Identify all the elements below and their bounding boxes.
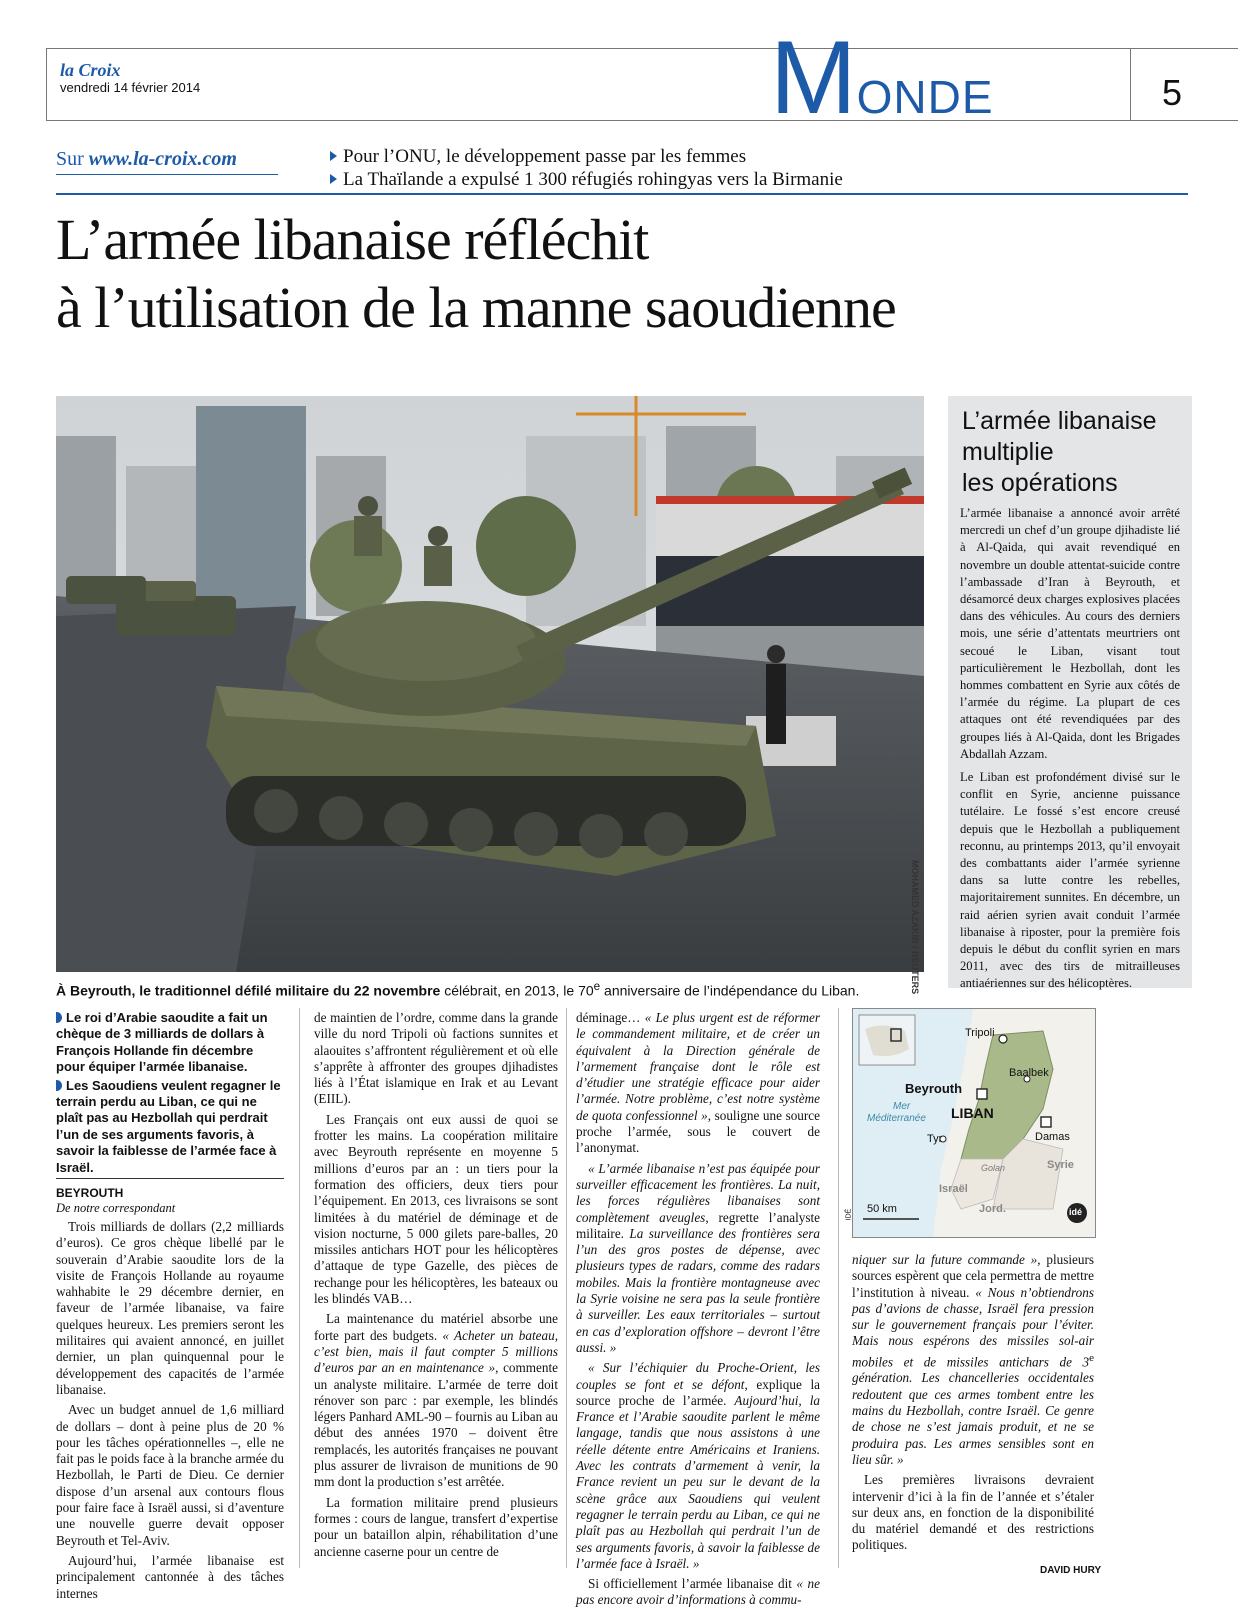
- map-label-damas: Damas: [1035, 1131, 1070, 1143]
- paragraph: Trois milliards de dollars (2,2 milliards d’euros). Ce gros chèque libellé par le souverain d’Arabie saoudite lors de la visite de François Hollande au royaume wahhabite le 29 décembre dernier, en faveur de l’armée libanaise, va faire quelques heureux. Les premiers seront les militaires qui avaient annoncé, en juillet dernier, un plan quinquennal pour le développement des capacités de l’armée libanaise.: [56, 1219, 284, 1397]
- paragraph: [576, 1161, 820, 1357]
- headline: [56, 206, 1196, 342]
- text-run: , plusieurs sources espèrent que cela permettra de mettre l’institution à niveau.: [852, 1252, 1094, 1300]
- paragraph: Les Français ont eux aussi de quoi se frotter les mains. La coopération militaire avec Beyrouth représente en moyenne 5 millions d’euros par an : un tiers pour la formation des officiers, deux tiers pour l’équipement. En 2013, ces livraisons se sont limitées à du matériel de déminage et de vision nocturne, 5 000 gilets pare-balles, 20 missiles antichars HOT pour les hélicoptères d’attaque de type Gazelle, des pièces de rechange pour les hélicoptères, les bateaux ou les blindés VAB…: [314, 1111, 558, 1307]
- map-label-mer: Mer: [893, 1101, 911, 1112]
- sidebar-title: [962, 406, 1178, 499]
- map-label-beyrouth: Beyrouth: [905, 1081, 963, 1096]
- paragraph: de maintien de l’ordre, comme dans la grande ville du nord Tripoli où factions sunnites et alaouites s’affrontent régulièrement et où elle s’apprête à affronter des groupes djihadistes liés à l’État islamique en Irak et au Levant (EIIL).: [314, 1010, 558, 1107]
- online-prefix: Sur: [56, 148, 89, 170]
- map-badge: idé: [1069, 1207, 1083, 1217]
- paragraph: Les premières livraisons devraient intervenir d’ici à la fin de l’année et s’étaler sur deux ans, en fonction de la disponibilité du matériel demandé et des restrictions politiques.: [852, 1472, 1094, 1553]
- caption-end: anniversaire de l’indépendance du Liban.: [600, 982, 860, 999]
- map-scale-label: 50 km: [867, 1203, 897, 1215]
- quote: Aujourd’hui, la France et l’Arabie saoudite parlent le même langage, tandis que nous assistons à une réelle détente entre Américains et Iraniens. Avec les contrats d’armement à venir, la France revient un peu sur le devant de la scène grâce aux Saoudiens qui veulent regagner le terrain perdu au Liban, ce qui ne plaît pas au Hezbollah qui perdrait l’un de ses arguments favoris, à savoir la faiblesse de l’armée face à Israël. »: [576, 1392, 820, 1571]
- frame-top: [46, 48, 1238, 49]
- paragraph: [576, 1360, 820, 1572]
- quote: La surveillance des frontières sera l’un des gros postes de dépense, avec plusieurs types de radars, comme des radars mobiles. Mais la frontière montagneuse avec la Syrie voisine ne sera pas la seule frontière à surveiller. Les eaux territoriales – surtout en cas d’exploration offshore – devront l’être aussi. »: [576, 1225, 820, 1355]
- article-column-1: [56, 1219, 284, 1606]
- section-rest: ONDE: [856, 71, 994, 123]
- quote: « Nous n’obtiendrons pas d’avions de chasse, Israël fera pression sur le gouvernement français pour l’éviter. Mais nous espérons des missiles sol-air mobiles et de missiles antichars de 3: [852, 1284, 1094, 1370]
- frame-divider: [1130, 48, 1131, 120]
- quote: « Acheter un bateau, c’est bien, mais il faut compter 5 millions d’euros par an en maintenance »: [314, 1327, 558, 1376]
- quote: génération. Les chancelleries occidentales redoutent que ces armes tombent entre les mains du Hezbollah, contre Israël. Ce genre de chose ne s’est jamais produit, et ne se produira pas. Les armes sensibles sont en lieu sûr. »: [852, 1370, 1094, 1467]
- lead-bullet-icon: [56, 1012, 62, 1023]
- text-run: La maintenance du matériel absorbe une forte part des budgets.: [314, 1311, 558, 1343]
- page-number: 5: [1162, 72, 1183, 113]
- frame-bottom: [46, 120, 1238, 121]
- caption-rest: célébrait, en 2013, le 70: [440, 982, 594, 999]
- paragraph: Avec un budget annuel de 1,6 milliard de dollars – dont à peine plus de 20 % pour les tâches opérationnelles –, elle ne fait pas le poids face à la branche armée du Hezbollah, le Parti de Dieu. Ce dernier dispose d’un arsenal aux contours flous pour faire face à Israël aussi, si d’aventure une nouvelle guerre devait opposer Beyrouth et Tel-Aviv.: [56, 1402, 284, 1548]
- headline-line-2: à l’utilisation de la manne saoudienne: [56, 275, 896, 340]
- map-credit: IDÉ: [845, 1208, 853, 1221]
- article-column-3: [576, 1010, 820, 1613]
- paragraph: [576, 1576, 820, 1609]
- paragraph: [576, 1010, 820, 1157]
- header-rule: [56, 193, 1188, 195]
- brand-logo: la Croix: [60, 60, 121, 80]
- map-label-syrie: Syrie: [1047, 1159, 1074, 1171]
- article-lead: [56, 1010, 284, 1178]
- online-link-text: La Thaïlande a expulsé 1 300 réfugiés rohingyas vers la Birmanie: [343, 169, 843, 190]
- text-run: , regrette l’analyste militaire.: [576, 1209, 821, 1241]
- text-run: , explique la source proche de l’armée.: [576, 1376, 820, 1408]
- text-run: déminage…: [576, 1010, 645, 1025]
- quote: niquer sur la future commande »: [852, 1252, 1038, 1267]
- superscript: e: [1089, 1351, 1094, 1364]
- text-run: , commente un analyste militaire. L’armée de terre doit rénover son parc : par exemple, les blindés légers Panhard AML-90 – fournis au Liban au début des années 1970 – doivent être remplacés, les autorités françaises ne pouvant plus assurer de livraison de munitions de 90 mm dont la production s’est arrêtée.: [314, 1360, 558, 1490]
- parade-photo: [56, 396, 924, 972]
- lead-item-2: [56, 1078, 284, 1176]
- paragraph: [852, 1252, 1094, 1468]
- lead-bullet-icon: [56, 1080, 62, 1091]
- text-run: , souligne une source proche l’armée, sous le couvert de l’anonymat.: [576, 1107, 820, 1156]
- triangle-bullet-icon: [330, 151, 337, 161]
- frame-left: [46, 48, 47, 120]
- map-label-liban: LIBAN: [951, 1105, 994, 1121]
- map-label-tripoli: Tripoli: [965, 1027, 995, 1039]
- lead-item-text: Le roi d’Arabie saoudite a fait un chèque de 3 milliards de dollars à François Hollande fin décembre pour équiper l’armée libanaise.: [56, 1010, 268, 1075]
- section-initial: M: [770, 20, 857, 136]
- lead-item-text: Les Saoudiens veulent regagner le terrain perdu au Liban, ce qui ne plaît pas au Hezbollah qui perdrait l’un de ses arguments favoris, à savoir la faiblesse de l’armée face à Israël.: [56, 1077, 281, 1175]
- column-separator: [299, 1008, 300, 1568]
- map-label-tyr: Tyr: [927, 1133, 943, 1145]
- paragraph: [314, 1311, 558, 1490]
- sidebar-title-line-2: multiplie: [962, 438, 1054, 466]
- lead-rule: [56, 1178, 284, 1179]
- lead-item-1: [56, 1010, 284, 1076]
- online-link-1[interactable]: [330, 146, 746, 168]
- column-separator: [838, 1008, 839, 1568]
- sidebar-title-line-1: L’armée libanaise: [962, 407, 1157, 435]
- map-label-israel: Israël: [939, 1183, 968, 1195]
- caption-sup: e: [593, 980, 601, 993]
- online-link-2[interactable]: [330, 169, 843, 191]
- author-signature: DAVID HURY: [1040, 1565, 1102, 1576]
- map-label-mediterranee: Méditerranée: [867, 1113, 926, 1124]
- map-label-golan: Golan: [981, 1163, 1006, 1173]
- triangle-bullet-icon: [330, 174, 337, 184]
- paragraph: La formation militaire prend plusieurs formes : cours de langue, transfert d’expertise pour un bataillon alpin, réhabilitation d’une ancienne caserne pour un centre de: [314, 1494, 558, 1559]
- lebanon-map: [845, 1008, 1096, 1238]
- sidebar-title-line-3: les opérations: [962, 469, 1118, 497]
- correspondent: De notre correspondant: [56, 1201, 176, 1215]
- dateline: BEYROUTH: [56, 1186, 124, 1200]
- quote: « Le plus urgent est de réformer le commandement militaire, et de créer un équivalent à la Direction générale de l’armement française dont le rôle est d’étudier une stratégie efficace pour aider l’armée. Notre problème, c’est notre système de quota confessionnel »: [576, 1010, 820, 1123]
- quote: « L’armée libanaise n’est pas équipée pour surveiller efficacement les frontières. La nuit, les forces régulières libanaises sont complètement aveugles: [576, 1160, 820, 1225]
- online-promo: [56, 148, 237, 171]
- online-link-text: Pour l’ONU, le développement passe par les femmes: [343, 146, 747, 167]
- map-label-baalbek: Baalbek: [1009, 1067, 1049, 1079]
- photo-caption: [56, 980, 936, 999]
- column-separator: [566, 1008, 567, 1568]
- sidebar-paragraph-1: L’armée libanaise a annoncé avoir arrêté mercredi un chef d’un groupe djihadiste lié à Al-Qaida, qui avait revendiqué en novembre un double attentat-suicide contre l’ambassade d’Iran à Beyrouth, et désamorcé deux charges explosives placées dans des véhicules. Au cours des derniers mois, une série d’attentats meurtriers ont secoué le Liban, visant tout particulièrement le Hezbollah, dont les hommes combattent en Syrie aux côtés de l’armée du régime. La plupart de ces attaques ont été revendiquées par des groupes liés à Al-Qaida, dont les Brigades Abdallah Azzam.: [960, 506, 1180, 761]
- paragraph: Aujourd’hui, l’armée libanaise est principalement cantonnée à des tâches internes: [56, 1552, 284, 1601]
- sidebar-box: [948, 396, 1192, 991]
- caption-bold: À Beyrouth, le traditionnel défilé militaire du 22 novembre: [56, 982, 441, 999]
- text-run: Si officiellement l’armée libanaise dit: [588, 1576, 797, 1592]
- photo-credit: MOHAMED AZAKIR / REUTERS: [910, 860, 920, 995]
- site-link[interactable]: www.la-croix.com: [88, 148, 237, 170]
- issue-date: vendredi 14 février 2014: [60, 80, 201, 95]
- headline-line-1: L’armée libanaise réfléchit: [56, 207, 649, 272]
- quote: « Sur l’échiquier du Proche-Orient, les couples se font et se défont: [576, 1360, 820, 1392]
- sidebar-paragraph-2: Le Liban est profondément divisé sur le conflit en Syrie, ancienne puissance tutélaire. Le fossé s’est encore creusé depuis que le Hezbollah a publiquement reconnu, au printemps 2013, qu’il envoyait des combattants aider l’armée syrienne dans sa lutte contre les rebelles, majoritairement sunnites. En décembre, un raid aérien syrien avait conduit l’armée libanaise à riposter, pour la première fois depuis le début du conflit syrien en mars 2011, avec des tirs de mitrailleuses antiaériennes sur des hélicoptères.: [960, 770, 1180, 991]
- site-underline: [56, 174, 278, 175]
- quote: « ne pas encore avoir d’informations à commu-: [576, 1576, 820, 1608]
- tank-parade-illustration: [56, 396, 924, 972]
- article-column-2: [314, 1010, 558, 1564]
- article-column-4: [852, 1252, 1094, 1558]
- map-label-jord: Jord.: [979, 1203, 1006, 1215]
- section-title: [770, 20, 994, 136]
